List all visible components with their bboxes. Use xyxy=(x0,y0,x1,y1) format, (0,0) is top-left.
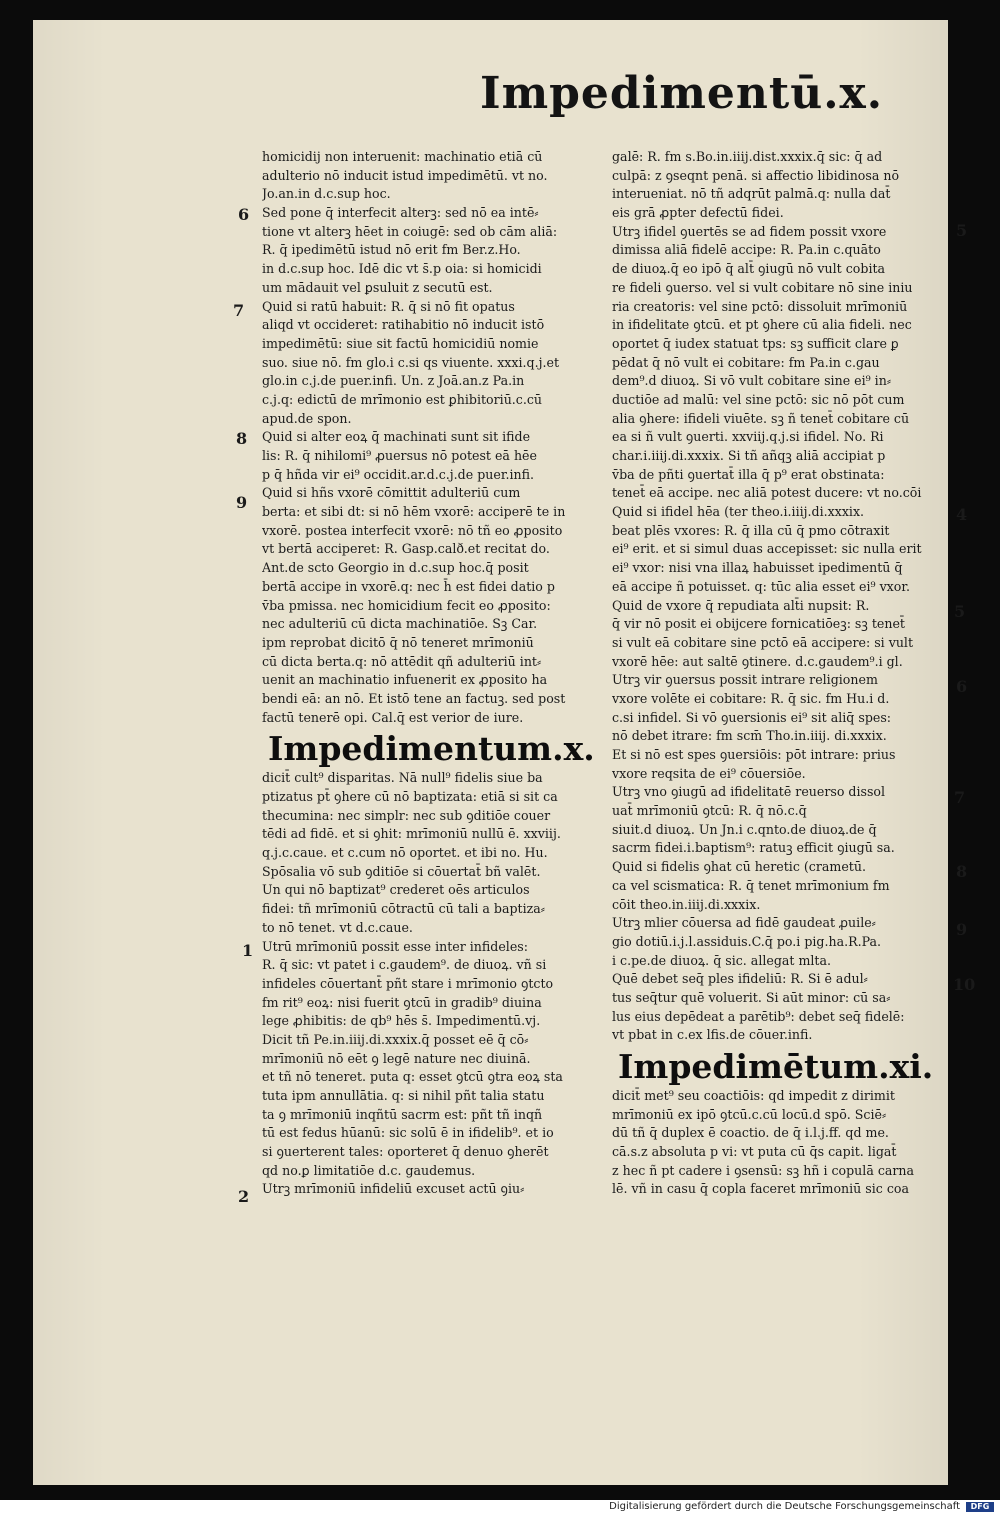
text-line: q̄ vir nō posit ei obijcere fornicatiōeꝫ: sꝫ tenet̄ xyxy=(612,616,905,632)
text-line: nō debet itrare: fm scm̄ Tho.in.iiij. di.xxxix. xyxy=(612,728,887,744)
left-column-text-top xyxy=(262,148,592,727)
text-line: vxore reqsita de ei⁹ cōuersiōe. xyxy=(612,765,806,781)
text-line: vxore volēte ei cobitare: R. q̄ sic. fm Hu.i d. xyxy=(612,690,890,706)
text-line: ta ꝯ mrīmoniū inqñtū sacrm est: pñt tñ inqñ xyxy=(262,1106,543,1122)
text-line: cū dicta berta.q: nō attēdit qñ adulteriū int⸗ xyxy=(262,653,542,669)
text-line: to nō tenet. vt d.c.caue. xyxy=(262,919,413,935)
text-line: tione vt alterꝫ hēet in coiugē: sed ob cām aliā: xyxy=(262,223,558,239)
show-through-text xyxy=(888,80,948,150)
text-line: cōit theo.in.iiij.di.xxxix. xyxy=(612,896,761,912)
text-line: vxorē hēe: aut saltē ꝯtinere. d.c.gaudem⁹.i gl. xyxy=(612,653,903,669)
text-line: eis grā ꝓpter defectū fidei. xyxy=(612,205,784,221)
text-line: de diuoꝝ.q̄ eo ipō q̄ alt̄ ꝯiugū nō vult cobita xyxy=(612,261,886,277)
text-line: dem⁹.d diuoꝝ. Si vō vult cobitare sine ei⁹ in⸗ xyxy=(612,373,892,389)
margin-number: 6 xyxy=(238,205,250,224)
funding-credit: Digitalisierung gefördert durch die Deutsche Forschungsgemeinschaft xyxy=(609,1501,960,1512)
text-line: ductiōe ad malū: vel sine pctō: sic nō pōt cum xyxy=(612,391,905,407)
text-line: berta: et sibi dt: si nō hēm vxorē: acciperē te in xyxy=(262,504,566,520)
text-line: dimissa aliā fidelē accipe: R. Pa.in c.quāto xyxy=(612,242,881,258)
margin-number: 8 xyxy=(956,862,968,881)
margin-number: 7 xyxy=(954,788,966,807)
text-line: tū est fedus hūanū: sic solū ē in ifidelib⁹. et io xyxy=(262,1125,554,1141)
text-line: oportet q̄ iudex statuat tps: sꝫ sufficit clare ꝑ xyxy=(612,335,899,351)
text-line: Sed pone q̄ interfecit alterꝫ: sed nō ea intē⸗ xyxy=(262,205,539,221)
text-line: qd no.ꝑ limitatiōe d.c. gaudemus. xyxy=(262,1162,476,1178)
right-column-text-top xyxy=(612,148,940,1045)
text-line: vt pbat in c.ex lfis.de cōuer.infi. xyxy=(612,1027,813,1043)
text-line: z hec ñ pt cadere i ꝯsensū: sꝫ hñ i copulā carna xyxy=(612,1162,915,1178)
text-line: um mādauit vel ꝑsuluit z secutū est. xyxy=(262,279,493,295)
running-head: Impedimentū.x. xyxy=(480,68,884,119)
text-line: dicit̄ cult⁹ disparitas. Nā null⁹ fidelis siue ba xyxy=(262,770,543,786)
text-line: cā.s.z absoluta p vi: vt puta cū q̄s capit. ligat̄ xyxy=(612,1144,897,1160)
text-line: Spōsalia vō sub ꝯditiōe si cōuertat̄ bñ valēt. xyxy=(262,863,541,879)
text-line: eā accipe ñ potuisset. q: tūc alia esset ei⁹ vxor. xyxy=(612,578,911,594)
text-line: homicidij non interuenit: machinatio etiā cū xyxy=(262,149,543,164)
margin-number: 1 xyxy=(242,941,254,960)
text-line: aliqd vt occideret: ratihabitio nō inducit istō xyxy=(262,317,545,333)
text-line: bertā accipe in vxorē.q: nec h̄ est fidei datio p xyxy=(262,578,555,594)
margin-number: 2 xyxy=(238,1187,250,1206)
text-line: lis: R. q̄ nihilomi⁹ ꝓuersus nō potest eā hēe xyxy=(262,448,537,463)
text-line: re fideli ꝯuerso. vel si vult cobitare nō sine iniu xyxy=(612,279,913,295)
text-line: lus eius depēdeat a parētib⁹: debet seq̄ fidelē: xyxy=(612,1008,905,1024)
text-line: siuit.d diuoꝝ. Un Jn.i c.qnto.de diuoꝝ.de q̄ xyxy=(612,821,877,837)
text-line: Jo.an.in d.c.sup hoc. xyxy=(262,186,391,202)
text-line: Utrꝫ mrīmoniū infideliū excuset actū ꝯiu⸗ xyxy=(262,1181,525,1197)
text-line: char.i.iiij.di.xxxix. Si tñ añqꝫ aliā accipiat p xyxy=(612,448,886,463)
text-line: factū tenerē opi. Cal.q̄ est verior de iure. xyxy=(262,709,524,725)
text-line: ea si ñ vult ꝯuerti. xxviij.q.j.si ifidel. No. Ri xyxy=(612,429,884,445)
margin-number: 4 xyxy=(956,505,968,524)
text-line: culpā: z ꝯseqnt penā. si affectio libidinosa nō xyxy=(612,167,900,183)
text-line: tuta ipm annullātia. q: si nihil pñt talia statu xyxy=(262,1088,545,1103)
text-line: Dicit tñ Pe.in.iiij.di.xxxix.q̄ posset eē q̄ cō⸗ xyxy=(262,1031,529,1047)
text-line: Utrꝫ mlier cōuersa ad fidē gaudeat ꝓuile⸗ xyxy=(612,915,876,931)
text-line: nec adulteriū cū dicta machinatiōe. Sꝫ Car. xyxy=(262,616,538,632)
text-line: ca vel scismatica: R. q̄ tenet mrīmonium fm xyxy=(612,877,890,893)
margin-number: 9 xyxy=(956,920,968,939)
left-column-text-bottom xyxy=(262,769,592,1199)
text-line: c.j.q: edictū de mrīmonio est ꝑhibitoriū.c.cū xyxy=(262,391,543,407)
margin-number: 6 xyxy=(956,677,968,696)
text-line: sacrm fidei.i.baptism⁹: ratuꝫ efficit ꝯiugū sa. xyxy=(612,840,895,856)
text-line: gio dotiū.i.j.l.assiduis.C.q̄ po.i pig.ha.R.Pa. xyxy=(612,933,882,949)
text-line: R. q̄ ipedimētū istud nō erit fm Ber.z.Ho. xyxy=(262,242,521,258)
text-line: Quid si ifidel hēa (ter theo.i.iiij.di.xxxix. xyxy=(612,504,865,520)
text-line: lē. vñ in casu q̄ copla faceret mrīmoniū sic coa xyxy=(612,1181,909,1197)
margin-number: 8 xyxy=(236,429,248,448)
text-line: adulterio nō inducit istud impedimētū. vt no. xyxy=(262,167,548,183)
text-line: fidei: tñ mrīmoniū cōtractū cū tali a baptiza⸗ xyxy=(262,901,545,917)
text-line: c.si infidel. Si vō ꝯuersionis ei⁹ sit aliq̄ spes: xyxy=(612,709,892,725)
text-line: Utrꝫ ifidel ꝯuertēs se ad fidem possit vxore xyxy=(612,223,887,239)
text-line: ei⁹ vxor: nisi vna illaꝝ habuisset ipedimentū q̄ xyxy=(612,560,903,576)
text-line: galē: R. fm s.Bo.in.iiij.dist.xxxix.q̄ sic: q̄ ad xyxy=(612,149,883,164)
text-line: glo.in c.j.de puer.infi. Un. z Joā.an.z Pa.in xyxy=(262,373,525,389)
margin-number: 7 xyxy=(233,301,245,320)
text-line: et tñ nō teneret. puta q: esset ꝯtcū ꝯtra eoꝝ sta xyxy=(262,1069,563,1085)
text-line: v̄ba de pñti ꝯuertat̄ illa q̄ p⁹ erat obstinata: xyxy=(612,466,885,482)
text-line: ipm reprobat dicitō q̄ nō teneret mrīmoniū xyxy=(262,634,534,650)
right-column xyxy=(612,148,940,1199)
text-line: vt bertā acciperet: R. Gasp.calð.et recitat do. xyxy=(262,541,550,557)
text-line: fm rit⁹ eoꝝ: nisi fuerit ꝯtcū in gradib⁹ diuina xyxy=(262,994,542,1010)
text-line: infideles cōuertant̄ pñt stare i mrīmonio ꝯtcto xyxy=(262,975,554,991)
text-line: ria creatoris: vel sine pctō: dissoluit mrīmoniū xyxy=(612,298,908,314)
text-line: uenit an machinatio infuenerit ex ꝓposito ha xyxy=(262,672,548,688)
text-line: suo. siue nō. fm glo.i c.si qs viuente. xxxi.q.j.et xyxy=(262,354,560,370)
text-line: beat plēs vxores: R. q̄ illa cū q̄ pmo cōtraxit xyxy=(612,522,890,538)
text-line: vxorē. postea interfecit vxorē: nō tñ eo ꝓposito xyxy=(262,522,563,538)
text-line: si ꝯuerterent tales: oporteret q̄ denuo ꝯherēt xyxy=(262,1144,549,1160)
text-line: uat̄ mrīmoniū ꝯtcū: R. q̄ nō.c.q̄ xyxy=(612,803,807,819)
text-line: pēdat q̄ nō vult ei cobitare: fm Pa.in c.gau xyxy=(612,354,880,370)
text-line: p q̄ hñda vir ei⁹ occidit.ar.d.c.j.de puer.infi. xyxy=(262,466,534,482)
text-line: Quē debet seq̄ ples ifideliū: R. Si ē adul⸗ xyxy=(612,971,868,987)
section-heading-impedimentum-xi: Impedimētum.xi. xyxy=(618,1047,934,1086)
text-line: Quid si ratū habuit: R. q̄ si nō fit opatus xyxy=(262,298,515,314)
margin-number: 5 xyxy=(956,221,968,240)
text-line: dū tñ q̄ duplex ē coactio. de q̄ i.l.j.ff. qd me. xyxy=(612,1125,889,1141)
text-line: Quid de vxore q̄ repudiata alt̄i nupsit: R. xyxy=(612,597,870,613)
margin-number: 5 xyxy=(954,602,966,621)
text-line: bendi eā: an nō. Et istō tene an factuꝫ. sed post xyxy=(262,690,566,706)
margin-number: 9 xyxy=(236,493,248,512)
text-line: Quid si alter eoꝝ q̄ machinati sunt sit ifide xyxy=(262,429,531,445)
footer-bar xyxy=(0,1500,1000,1515)
text-line: Utrū mrīmoniū possit esse inter infideles: xyxy=(262,938,528,954)
text-line: in ifidelitate ꝯtcū. et pt ꝯhere cū alia fideli. nec xyxy=(612,317,912,333)
text-line: thecumina: nec simplr: nec sub ꝯditiōe couer xyxy=(262,807,551,823)
text-line: tus seq̄tur quē voluerit. Si aūt minor: cū sa⸗ xyxy=(612,989,891,1005)
section-heading-impedimentum-x: Impedimentum.x. xyxy=(268,729,595,769)
text-line: tēdi ad fidē. et si ꝯhit: mrīmoniū nullū ē. xxviij. xyxy=(262,826,561,842)
text-line: Utrꝫ vno ꝯiugū ad ifidelitatē reuerso dissol xyxy=(612,784,886,800)
text-line: alia ꝯhere: ifideli viuēte. sꝫ ñ tenet̄ cobitare cū xyxy=(612,410,910,426)
text-line: ptizatus pt̄ ꝯhere cū nō baptizata: etiā si sit ca xyxy=(262,789,558,804)
text-line: v̄ba pmissa. nec homicidium fecit eo ꝓposito: xyxy=(262,597,551,613)
text-line: si vult eā cobitare sine pctō eā accipere: si vult xyxy=(612,634,914,650)
text-line: ei⁹ erit. et si simul duas accepisset: sic nulla erit xyxy=(612,541,922,557)
text-line: Utrꝫ vir ꝯuersus possit intrare religionem xyxy=(612,672,878,688)
text-line: Et si nō est spes ꝯuersiōis: pōt intrare: prius xyxy=(612,747,896,762)
text-line: apud.de spon. xyxy=(262,410,352,426)
text-line: dicit̄ met⁹ seu coactiōis: qd impedit z dirimit xyxy=(612,1088,895,1103)
text-line: lege ꝓhibitis: de qb⁹ hēs s̄. Impedimentū.vj. xyxy=(262,1013,541,1029)
text-line: Quid si hñs vxorē cōmittit adulteriū cum xyxy=(262,485,521,501)
left-column xyxy=(262,148,595,1199)
text-line: R. q̄ sic: vt patet i c.gaudem⁹. de diuoꝝ. vñ si xyxy=(262,957,547,973)
text-line: tenet̄ eā accipe. nec aliā potest ducere: vt no.cōi xyxy=(612,485,922,501)
text-line: Un qui nō baptizat⁹ crederet oēs articulos xyxy=(262,882,530,898)
text-line: in d.c.sup hoc. Idē dic vt s̄.p oia: si homicidi xyxy=(262,261,542,277)
text-line: impedimētū: siue sit factū homicidiū nomie xyxy=(262,335,539,351)
margin-number: 10 xyxy=(953,975,976,994)
dfg-logo: DFG xyxy=(966,1502,994,1512)
text-line: Quid si fidelis ꝯhat cū heretic (crametū. xyxy=(612,859,866,875)
right-column-text-bottom xyxy=(612,1087,940,1199)
text-line: mrīmoniū ex ipō ꝯtcū.c.cū locū.d spō. Sciē⸗ xyxy=(612,1106,887,1122)
text-line: q.j.c.caue. et c.cum nō oportet. et ibi no. Hu. xyxy=(262,845,548,861)
text-line: interueniat. nō tñ adqrūt palmā.q: nulla dat̄ xyxy=(612,186,891,202)
text-line: i c.pe.de diuoꝝ. q̄ sic. allegat mlta. xyxy=(612,952,831,968)
text-line: mrīmoniū nō eēt ꝯ legē nature nec diuinā. xyxy=(262,1050,531,1066)
text-line: Ant.de scto Georgio in d.c.sup hoc.q̄ posit xyxy=(262,560,529,576)
